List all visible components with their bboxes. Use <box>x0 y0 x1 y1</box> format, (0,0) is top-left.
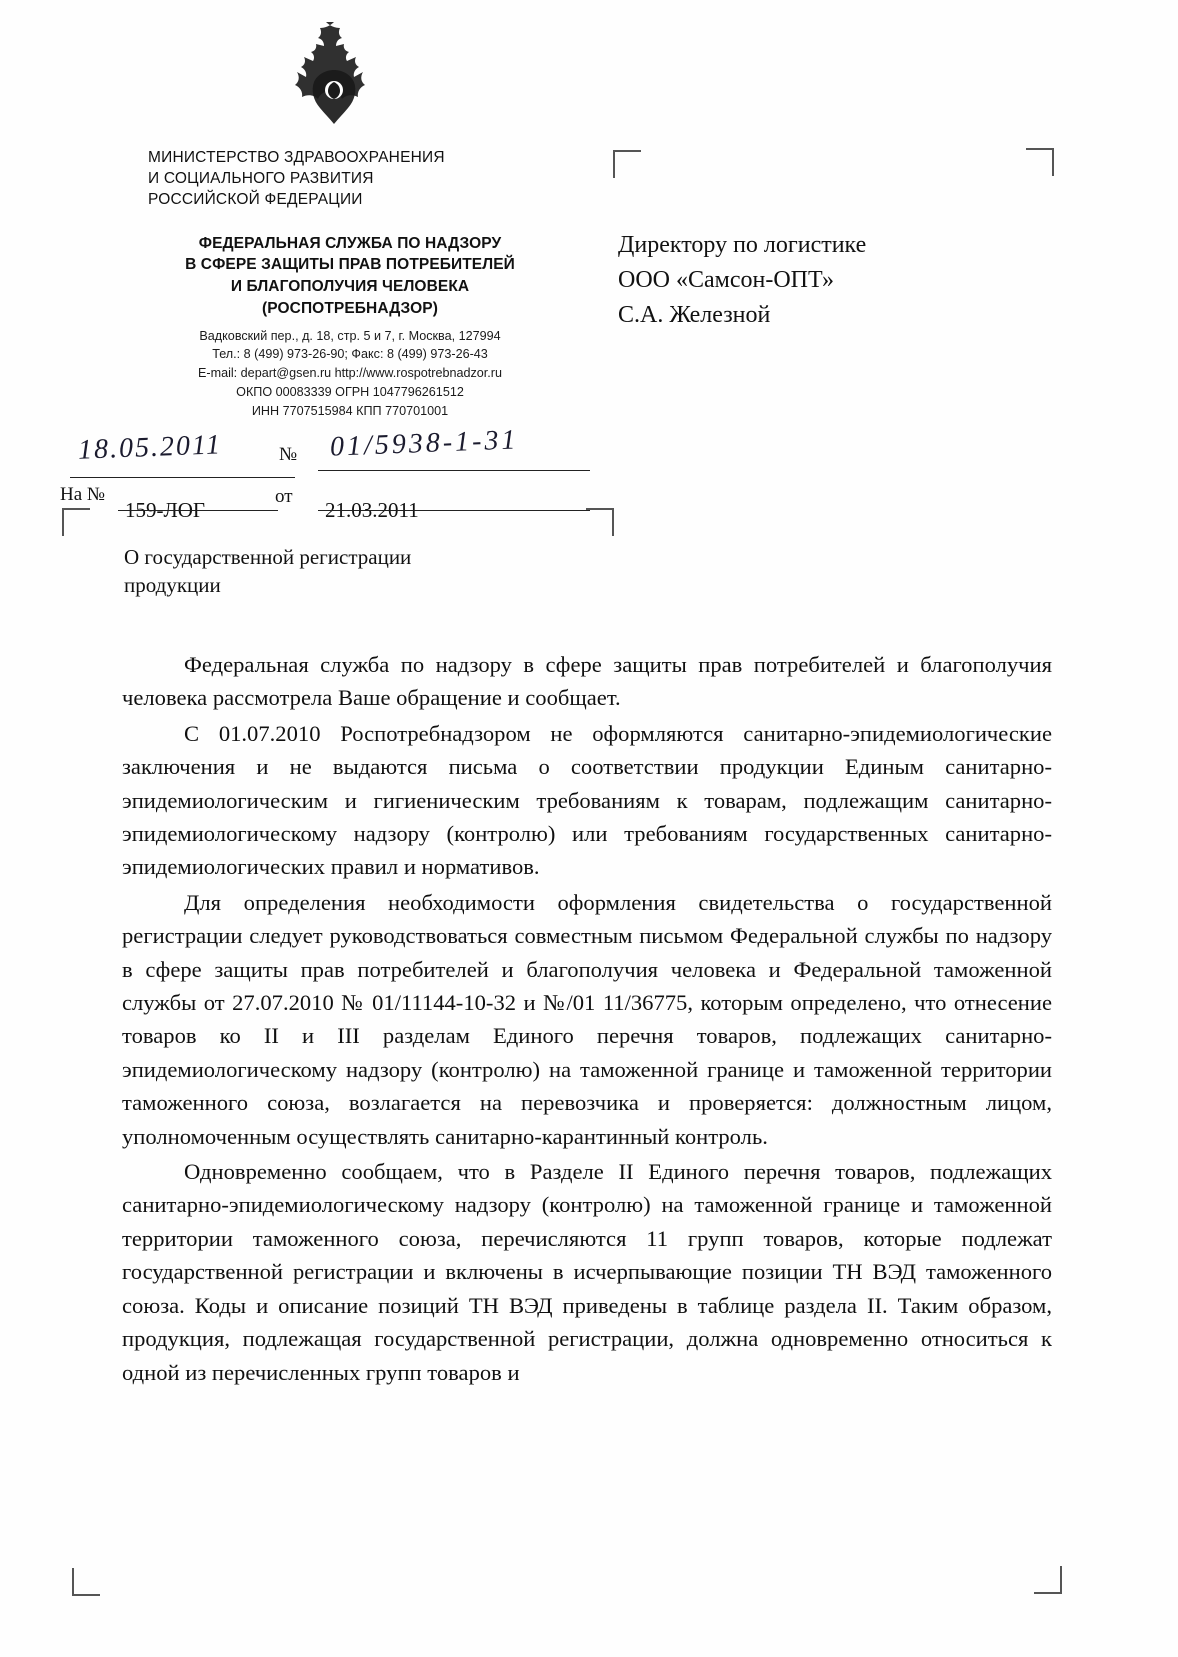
corner-mark-mid-right <box>586 508 614 536</box>
contact-okpo-ogrn: ОКПО 00083339 ОГРН 1047796261512 <box>236 385 464 400</box>
body-paragraph: Федеральная служба по надзору в сфере защиты прав потребителей и благополучия человека рассмотрела Ваше обращение и сообщает. <box>122 652 1052 711</box>
service-line: И БЛАГОПОЛУЧИЯ ЧЕЛОВЕКА <box>230 278 470 296</box>
service-line: ФЕДЕРАЛЬНАЯ СЛУЖБА ПО НАДЗОРУ <box>198 234 502 252</box>
corner-mark-bottom-right <box>1034 1566 1062 1594</box>
addressee-line: С.А. Железной <box>618 301 771 328</box>
contact-phone: Тел.: 8 (499) 973-26-90; Факс: 8 (499) 973-26-43 <box>212 347 488 362</box>
reply-number: 159-ЛОГ <box>125 498 206 522</box>
contact-inn-kpp: ИНН 7707515984 КПП 770701001 <box>251 404 449 419</box>
registration-number-handwritten: 01/5938-1-31 <box>329 424 519 463</box>
registration-date-handwritten: 18.05.2011 <box>77 429 223 466</box>
rule-date <box>70 477 295 478</box>
corner-mark-top-right <box>1026 148 1054 176</box>
reply-label: На № <box>60 484 106 505</box>
ministry-line: И СОЦИАЛЬНОГО РАЗВИТИЯ <box>148 169 374 187</box>
service-name <box>120 233 580 320</box>
service-line: (РОСПОТРЕБНАДЗОР) <box>262 299 438 317</box>
rule-reply-date <box>318 510 590 511</box>
reply-date: 21.03.2011 <box>325 498 419 522</box>
addressee-line: ООО «Самсон-ОПТ» <box>618 266 835 293</box>
corner-mark-mid-left <box>62 508 90 536</box>
from-label: от <box>275 486 293 507</box>
service-line: В СФЕРЕ ЗАЩИТЫ ПРАВ ПОТРЕБИТЕЛЕЙ <box>185 256 515 274</box>
number-sign: № <box>279 444 298 465</box>
addressee-line: Директору по логистике <box>618 232 867 258</box>
letter-body <box>122 648 1052 1389</box>
contact-details <box>120 327 580 421</box>
body-paragraph: С 01.07.2010 Роспотребнадзором не оформляются санитарно-эпидемиологические заключения и не выдаются письма о соответствии продукции Единым санитарно-эпидемиологическим и гигиеническим требованиям к товарам, подлежащим санитарно-эпидемиологическому надзору (контролю) или требованиям государственных санитарно-эпидемиологических правил и нормативов. <box>122 720 1052 880</box>
subject-line: О государственной регистрации <box>124 545 412 569</box>
rule-number <box>318 470 590 471</box>
corner-mark-top-center <box>613 150 641 178</box>
corner-mark-bottom-left <box>72 1568 100 1596</box>
contact-address: Вадковский пер., д. 18, стр. 5 и 7, г. Москва, 127994 <box>199 328 501 343</box>
addressee-block <box>618 228 1038 332</box>
body-paragraph: Одновременно сообщаем, что в Разделе II Единого перечня товаров, подлежащих санитарно-эпидемиологическому надзору (контролю) на таможенной границе и таможенной территории таможенного союза, перечисляются 11 групп товаров, которые подлежат государственной регистрации и включены в исчерпывающие позиции ТН ВЭД таможенного союза. Коды и описание позиций ТН ВЭД приведены в таблице раздела II. Таким образом, продукция, подлежащая государственной регистрации, должна одновременно относиться к одной из перечисленных групп товаров и <box>122 1158 1052 1385</box>
ministry-name <box>148 148 580 211</box>
ministry-line: РОССИЙСКОЙ ФЕДЕРАЦИИ <box>148 190 363 208</box>
russian-coat-of-arms-icon <box>288 18 380 128</box>
ministry-line: МИНИСТЕРСТВО ЗДРАВООХРАНЕНИЯ <box>148 149 445 166</box>
letterhead <box>120 148 580 421</box>
rule-reply-number <box>118 510 278 511</box>
body-paragraph: Для определения необходимости оформления свидетельства о государственной регистрации следует руководствоваться совместным письмом Федеральной службы по надзору в сфере защиты прав потребителей и благополучия человека и Федеральной таможенной службы от 27.07.2010 № 01/11144-10-32 и №/01 11/36775, которым определено, что отнесение товаров ко II и III разделам Единого перечня товаров, подлежащих санитарно-эпидемиологическому надзору (контролю) на таможенной границе и таможенной территории таможенного союза, возлагается на перевозчика и проверяется: должностным лицом, уполномоченным осуществлять санитарно-карантинный контроль. <box>122 889 1052 1149</box>
contact-email: E-mail: depart@gsen.ru http://www.rospotrebnadzor.ru <box>198 366 502 381</box>
subject-line: продукции <box>124 573 221 598</box>
subject-block <box>124 543 564 600</box>
